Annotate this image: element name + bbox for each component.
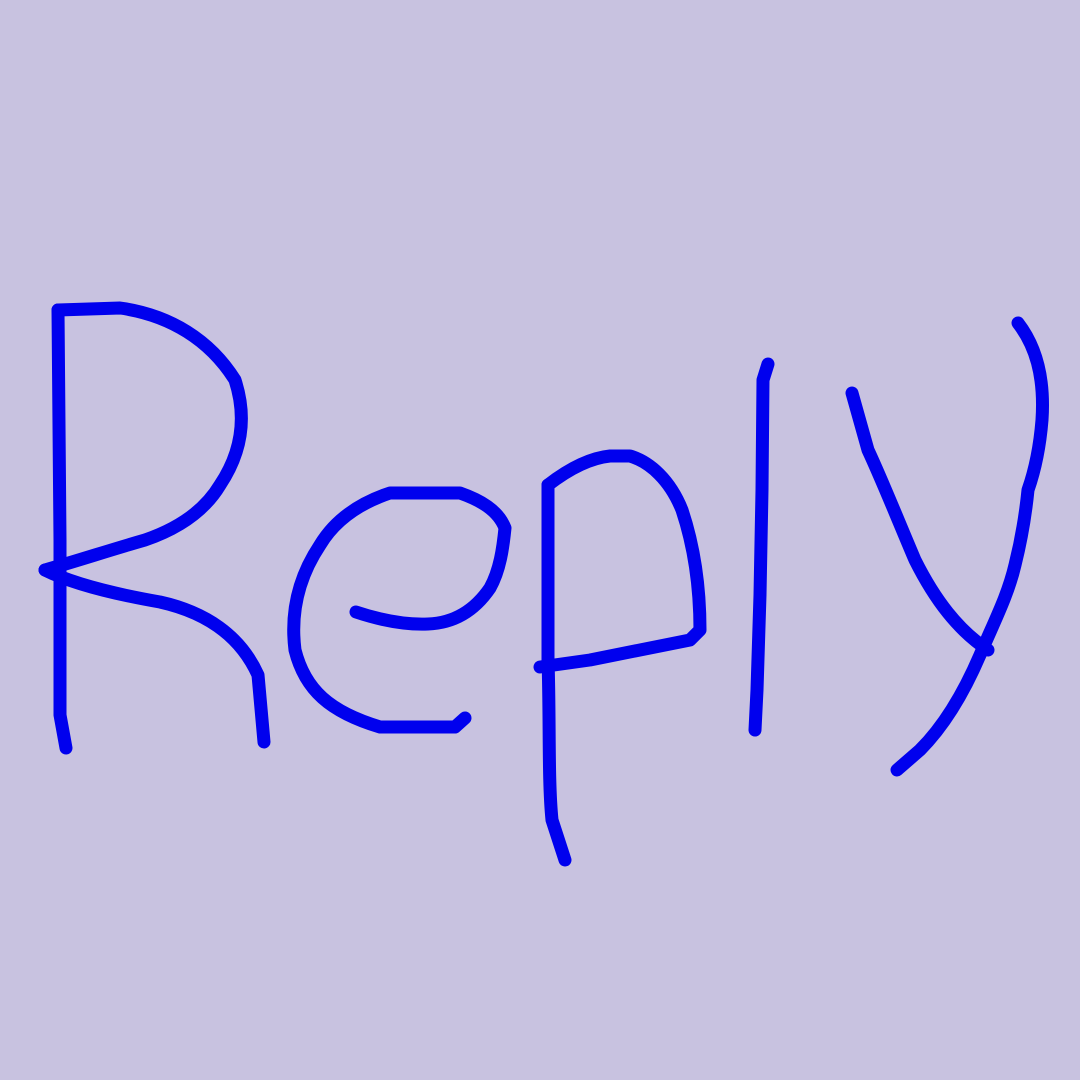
letter-e (294, 493, 505, 727)
letter-r (45, 308, 264, 748)
letter-p (540, 456, 700, 860)
letter-y (852, 323, 1043, 770)
letter-l (755, 364, 768, 730)
